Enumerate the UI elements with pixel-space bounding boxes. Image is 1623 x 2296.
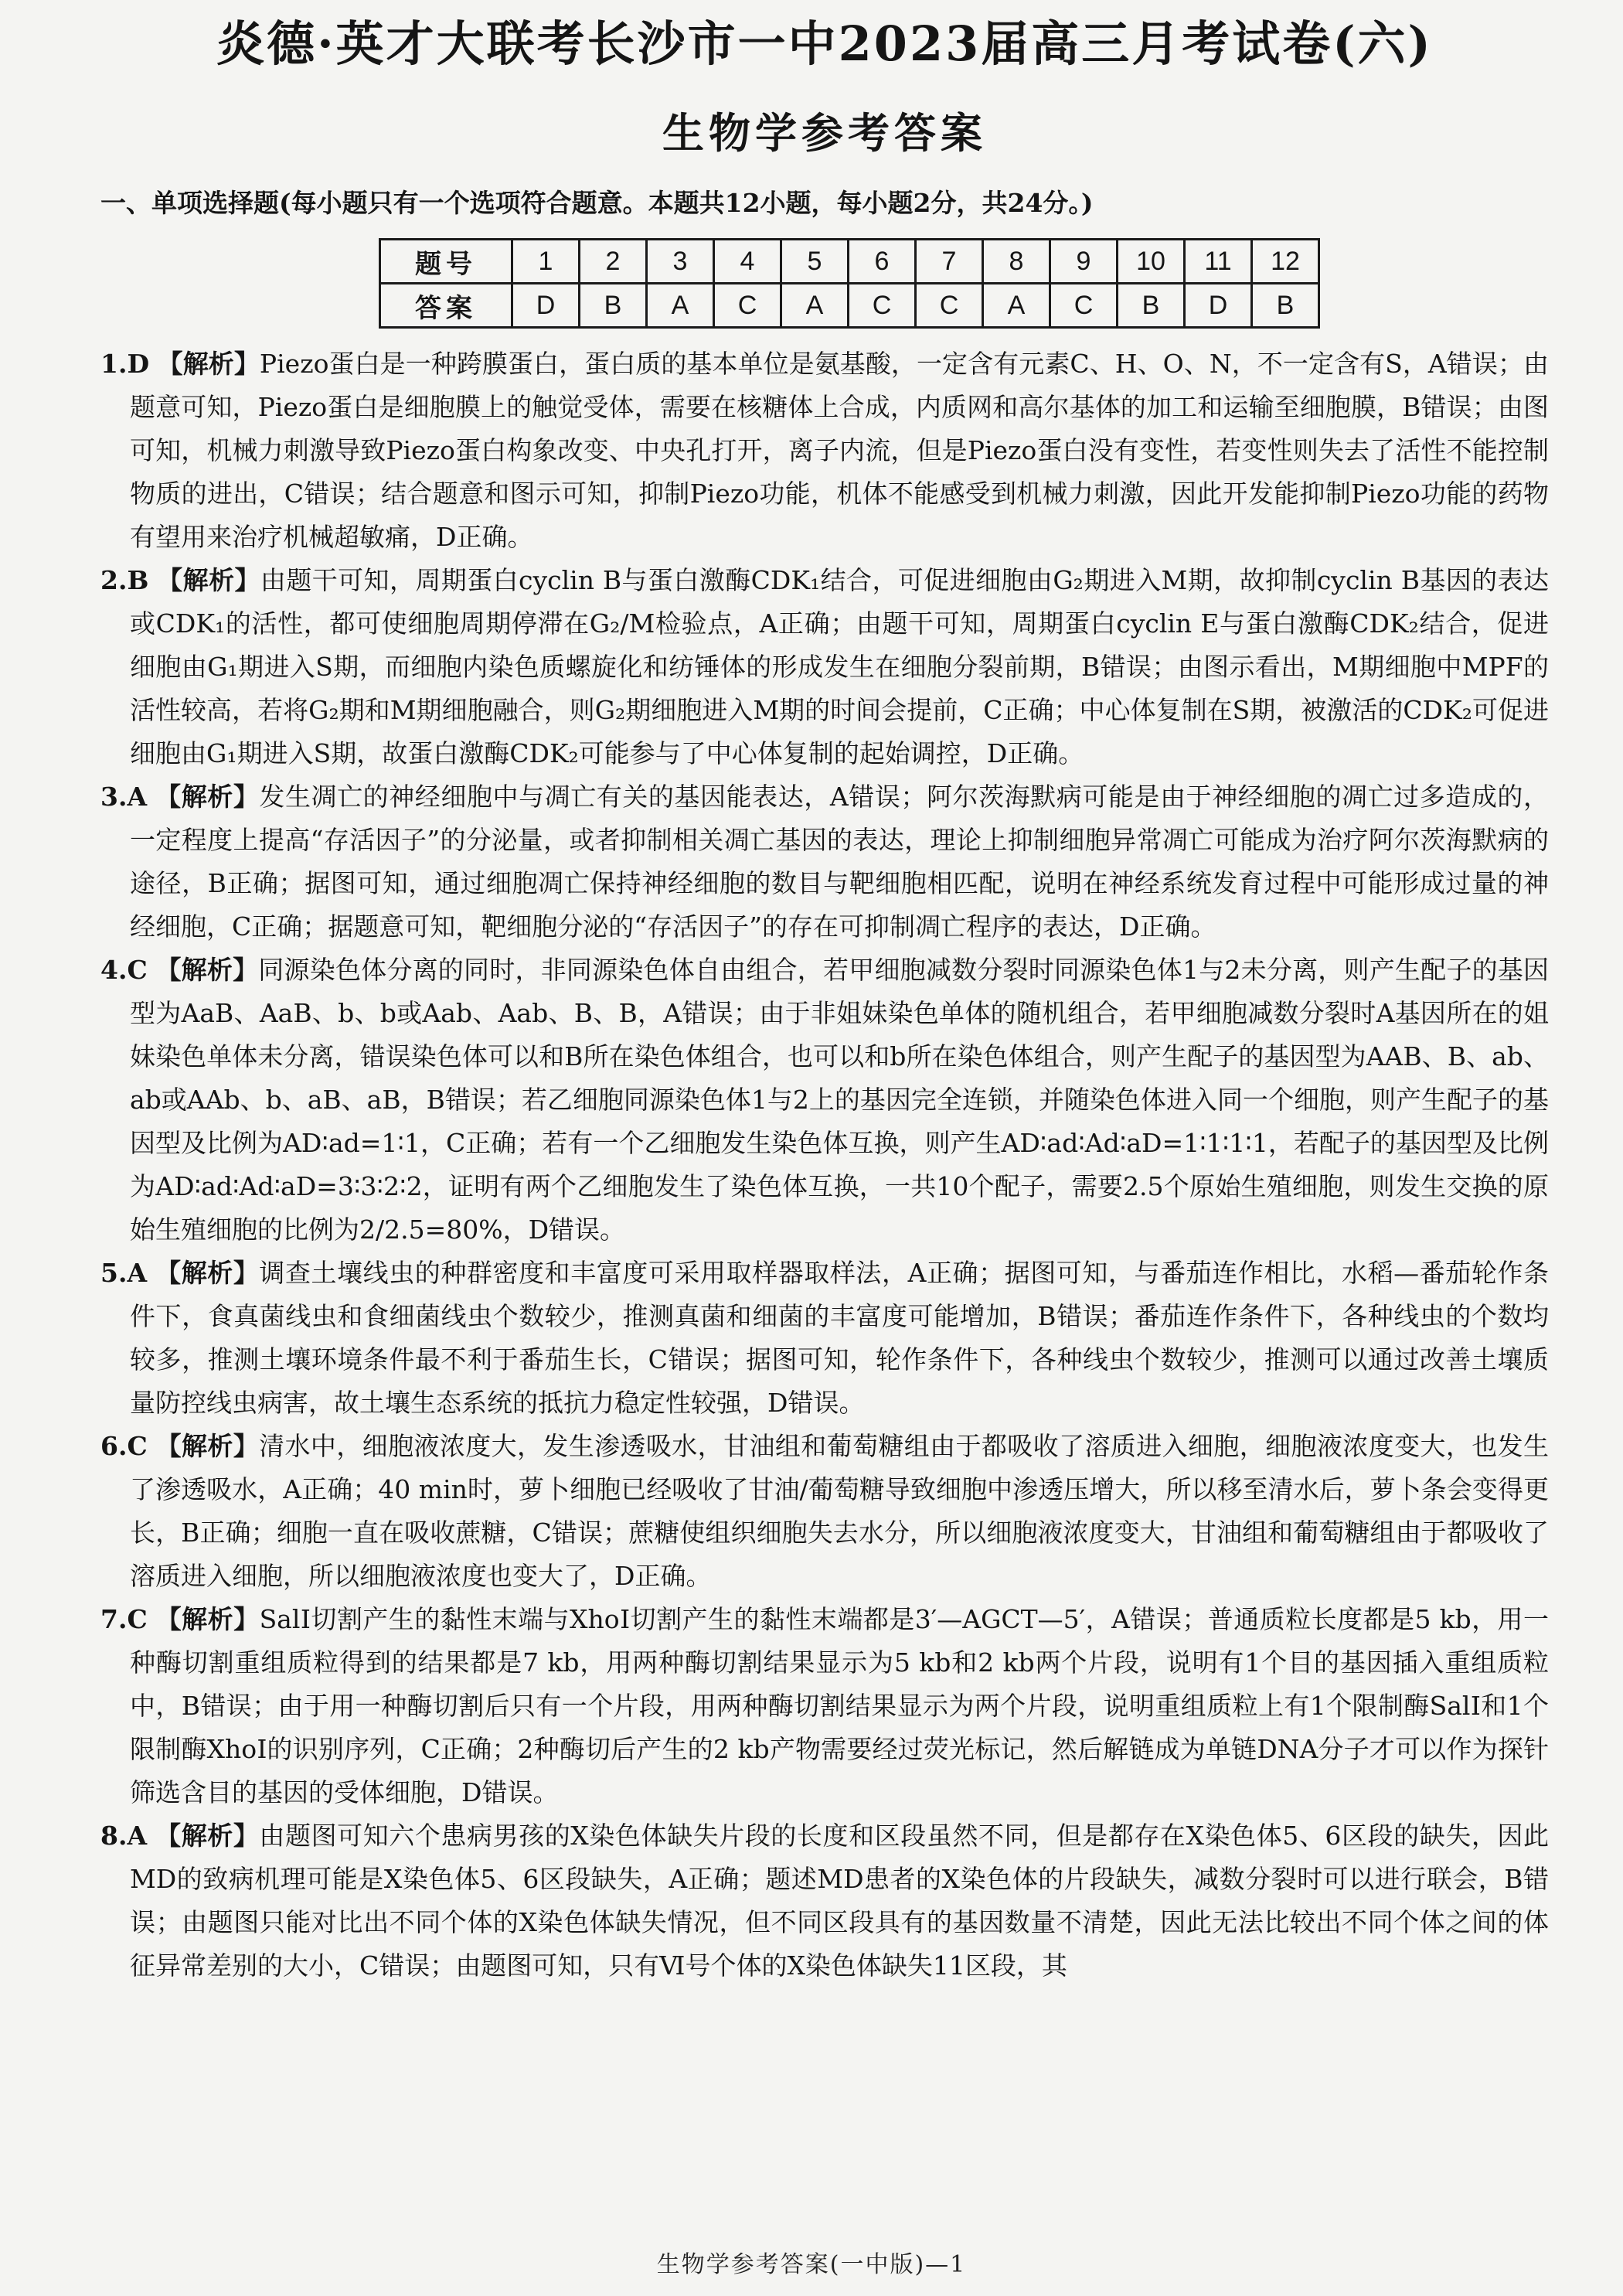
answer-cell: B xyxy=(1252,284,1319,328)
answer-cell: A xyxy=(647,284,714,328)
item-text: 同源染色体分离的同时，非同源染色体自由组合，若甲细胞减数分裂时同源染色体1与2未分离，则产生配子的基因型为AaB、AaB、b、b或Aab、Aab、B、B，A错误；由于非姐妹染色单体的随机组合，若甲细胞减数分裂时A基因所在的姐妹染色单体未分离，错误染色体可以和B所在染色体组合，也可以和b所在染色体组合，则产生配子的基因型为AAB、B、ab、ab或AAb、b、aB、aB，B错误；若乙细胞同源染色体1与2上的基因完全连锁，并随染色体进入同一个细胞，则产生配子的基因型及比例为AD∶ad=1∶1，C正确；若有一个乙细胞发生染色体互换，则产生AD∶ad∶Ad∶aD=1∶1∶1∶1，若配子的基因型及比例为AD∶ad∶Ad∶aD=3∶3∶2∶2，证明有两个乙细胞发生了染色体互换，一共10个配子，需要2.5个原始生殖细胞，则发生交换的原始生殖细胞的比例为2/2.5=80%，D错误。 xyxy=(130,955,1549,1245)
explanation-list xyxy=(100,342,1549,1988)
answer-cell: B xyxy=(580,284,647,328)
question-number: 5 xyxy=(781,240,849,284)
analysis-tag: 【解析】 xyxy=(155,955,259,985)
item-text: 由题图可知六个患病男孩的X染色体缺失片段的长度和区段虽然不同，但是都存在X染色体5、6区段的缺失，因此MD的致病机理可能是X染色体5、6区段缺失，A正确；题述MD患者的X染色体的片段缺失，减数分裂时可以进行联会，B错误；由题图只能对比出不同个体的X染色体缺失情况，但不同区段具有的基因数量不清楚，因此无法比较出不同个体之间的体征异常差别的大小，C错误；由题图可知，只有Ⅵ号个体的X染色体缺失11区段，其 xyxy=(130,1821,1549,1981)
question-number: 2 xyxy=(580,240,647,284)
question-number: 3 xyxy=(647,240,714,284)
answer-table xyxy=(379,238,1320,329)
analysis-tag: 【解析】 xyxy=(155,1431,260,1461)
item-number: 5.A xyxy=(100,1258,148,1288)
answer-cell: B xyxy=(1118,284,1185,328)
item-text: 由题干可知，周期蛋白cyclin B与蛋白激酶CDK₁结合，可促进细胞由G₂期进入M期，故抑制cyclin B基因的表达或CDK₁的活性，都可使细胞周期停滞在G₂/M检验点，A正确；由题干可知，周期蛋白cyclin E与蛋白激酶CDK₂结合，促进细胞由G₁期进入S期，而细胞内染色质螺旋化和纺锤体的形成发生在细胞分裂前期，B错误；由图示看出，M期细胞中MPF的活性较高，若将G₂期和M期细胞融合，则G₂期细胞进入M期的时间会提前，C正确；中心体复制在S期，被激活的CDK₂可促进细胞由G₁期进入S期，故蛋白激酶CDK₂可能参与了中心体复制的起始调控，D正确。 xyxy=(130,565,1550,768)
explanation-item xyxy=(100,342,1549,559)
analysis-tag: 【解析】 xyxy=(155,782,260,812)
item-number: 4.C xyxy=(100,955,148,985)
question-number: 7 xyxy=(916,240,983,284)
item-number: 3.A xyxy=(100,782,148,812)
answer-cell: C xyxy=(1050,284,1118,328)
answer-table-number-row xyxy=(380,240,1319,284)
question-number: 11 xyxy=(1185,240,1252,284)
row-label-number: 题号 xyxy=(380,240,512,284)
item-text: 清水中，细胞液浓度大，发生渗透吸水，甘油组和葡萄糖组由于都吸收了溶质进入细胞，细胞液浓度变大，也发生了渗透吸水，A正确；40 min时，萝卜细胞已经吸收了甘油/葡萄糖导致细胞中渗透压增大，所以移至清水后，萝卜条会变得更长，B正确；细胞一直在吸收蔗糖，C错误；蔗糖使组织细胞失去水分，所以细胞液浓度变大，甘油组和葡萄糖组由于都吸收了溶质进入细胞，所以细胞液浓度也变大了，D正确。 xyxy=(130,1431,1549,1591)
answer-table-answer-row xyxy=(380,284,1319,328)
item-number: 7.C xyxy=(100,1604,148,1634)
page-title: 炎德·英才大联考长沙市一中2023届高三月考试卷(六) xyxy=(216,15,1433,72)
explanation-item xyxy=(100,949,1549,1252)
section-heading: 一、单项选择题(每小题只有一个选项符合题意。本题共12小题，每小题2分，共24分。) xyxy=(100,188,1094,218)
explanation-item xyxy=(100,1598,1549,1814)
question-number: 10 xyxy=(1118,240,1185,284)
item-number: 1.D xyxy=(100,349,150,379)
answer-cell: A xyxy=(781,284,849,328)
answer-cell: D xyxy=(512,284,580,328)
question-number: 4 xyxy=(714,240,781,284)
analysis-tag: 【解析】 xyxy=(157,565,260,595)
explanation-item xyxy=(100,775,1549,949)
answer-cell: C xyxy=(849,284,916,328)
analysis-tag: 【解析】 xyxy=(157,349,260,379)
explanation-item xyxy=(100,1252,1549,1425)
item-number: 2.B xyxy=(100,565,149,595)
explanation-item xyxy=(100,1814,1549,1988)
row-label-answer: 答案 xyxy=(380,284,512,328)
question-number: 12 xyxy=(1252,240,1319,284)
analysis-tag: 【解析】 xyxy=(155,1604,260,1634)
answer-cell: A xyxy=(983,284,1050,328)
answer-cell: D xyxy=(1185,284,1252,328)
page-footer: 生物学参考答案(一中版)—1 xyxy=(656,2251,967,2278)
item-text: SalⅠ切割产生的黏性末端与XhoⅠ切割产生的黏性末端都是3′—AGCT—5′，A错误；普通质粒长度都是5 kb，用一种酶切割重组质粒得到的结果都是7 kb，用两种酶切割结果显示为5 kb和2 kb两个片段，说明有1个目的基因插入重组质粒中，B错误；由于用一种酶切割后只有一个片段，用两种酶切割结果显示为两个片段，说明重组质粒上有1个限制酶SalⅠ和1个限制酶XhoⅠ的识别序列，C正确；2种酶切后产生的2 kb产物需要经过荧光标记，然后解链成为单链DNA分子才可以作为探针筛选含目的基因的受体细胞，D错误。 xyxy=(130,1604,1550,1807)
question-number: 9 xyxy=(1050,240,1118,284)
analysis-tag: 【解析】 xyxy=(155,1258,260,1288)
analysis-tag: 【解析】 xyxy=(155,1821,260,1851)
item-text: 调查土壤线虫的种群密度和丰富度可采用取样器取样法，A正确；据图可知，与番茄连作相比，水稻—番茄轮作条件下，食真菌线虫和食细菌线虫个数较少，推测真菌和细菌的丰富度可能增加，B错误；番茄连作条件下，各种线虫的个数均较多，推测土壤环境条件最不利于番茄生长，C错误；据图可知，轮作条件下，各种线虫个数较少，推测可以通过改善土壤质量防控线虫病害，故土壤生态系统的抵抗力稳定性较强，D错误。 xyxy=(130,1258,1549,1418)
question-number: 6 xyxy=(849,240,916,284)
question-number: 8 xyxy=(983,240,1050,284)
answer-cell: C xyxy=(916,284,983,328)
item-text: Piezo蛋白是一种跨膜蛋白，蛋白质的基本单位是氨基酸，一定含有元素C、H、O、N，不一定含有S，A错误；由题意可知，Piezo蛋白是细胞膜上的触觉受体，需要在核糖体上合成，内质网和高尔基体的加工和运输至细胞膜，B错误；由图可知，机械力刺激导致Piezo蛋白构象改变、中央孔打开，离子内流，但是Piezo蛋白没有变性，若变性则失去了活性不能控制物质的进出，C错误；结合题意和图示可知，抑制Piezo功能，机体不能感受到机械力刺激，因此开发能抑制Piezo功能的药物有望用来治疗机械超敏痛，D正确。 xyxy=(130,349,1550,552)
answer-cell: C xyxy=(714,284,781,328)
explanation-item xyxy=(100,559,1549,775)
explanation-item xyxy=(100,1425,1549,1598)
question-number: 1 xyxy=(512,240,580,284)
item-number: 8.A xyxy=(100,1821,148,1851)
page-subtitle: 生物学参考答案 xyxy=(662,108,987,158)
item-text: 发生凋亡的神经细胞中与凋亡有关的基因能表达，A错误；阿尔茨海默病可能是由于神经细胞的凋亡过多造成的，一定程度上提高“存活因子”的分泌量，或者抑制相关凋亡基因的表达，理论上抑制细胞异常凋亡可能成为治疗阿尔茨海默病的途径，B正确；据图可知，通过细胞凋亡保持神经细胞的数目与靶细胞相匹配，说明在神经系统发育过程中可能形成过量的神经细胞，C正确；据题意可知，靶细胞分泌的“存活因子”的存在可抑制凋亡程序的表达，D正确。 xyxy=(130,782,1549,942)
item-number: 6.C xyxy=(100,1431,148,1461)
